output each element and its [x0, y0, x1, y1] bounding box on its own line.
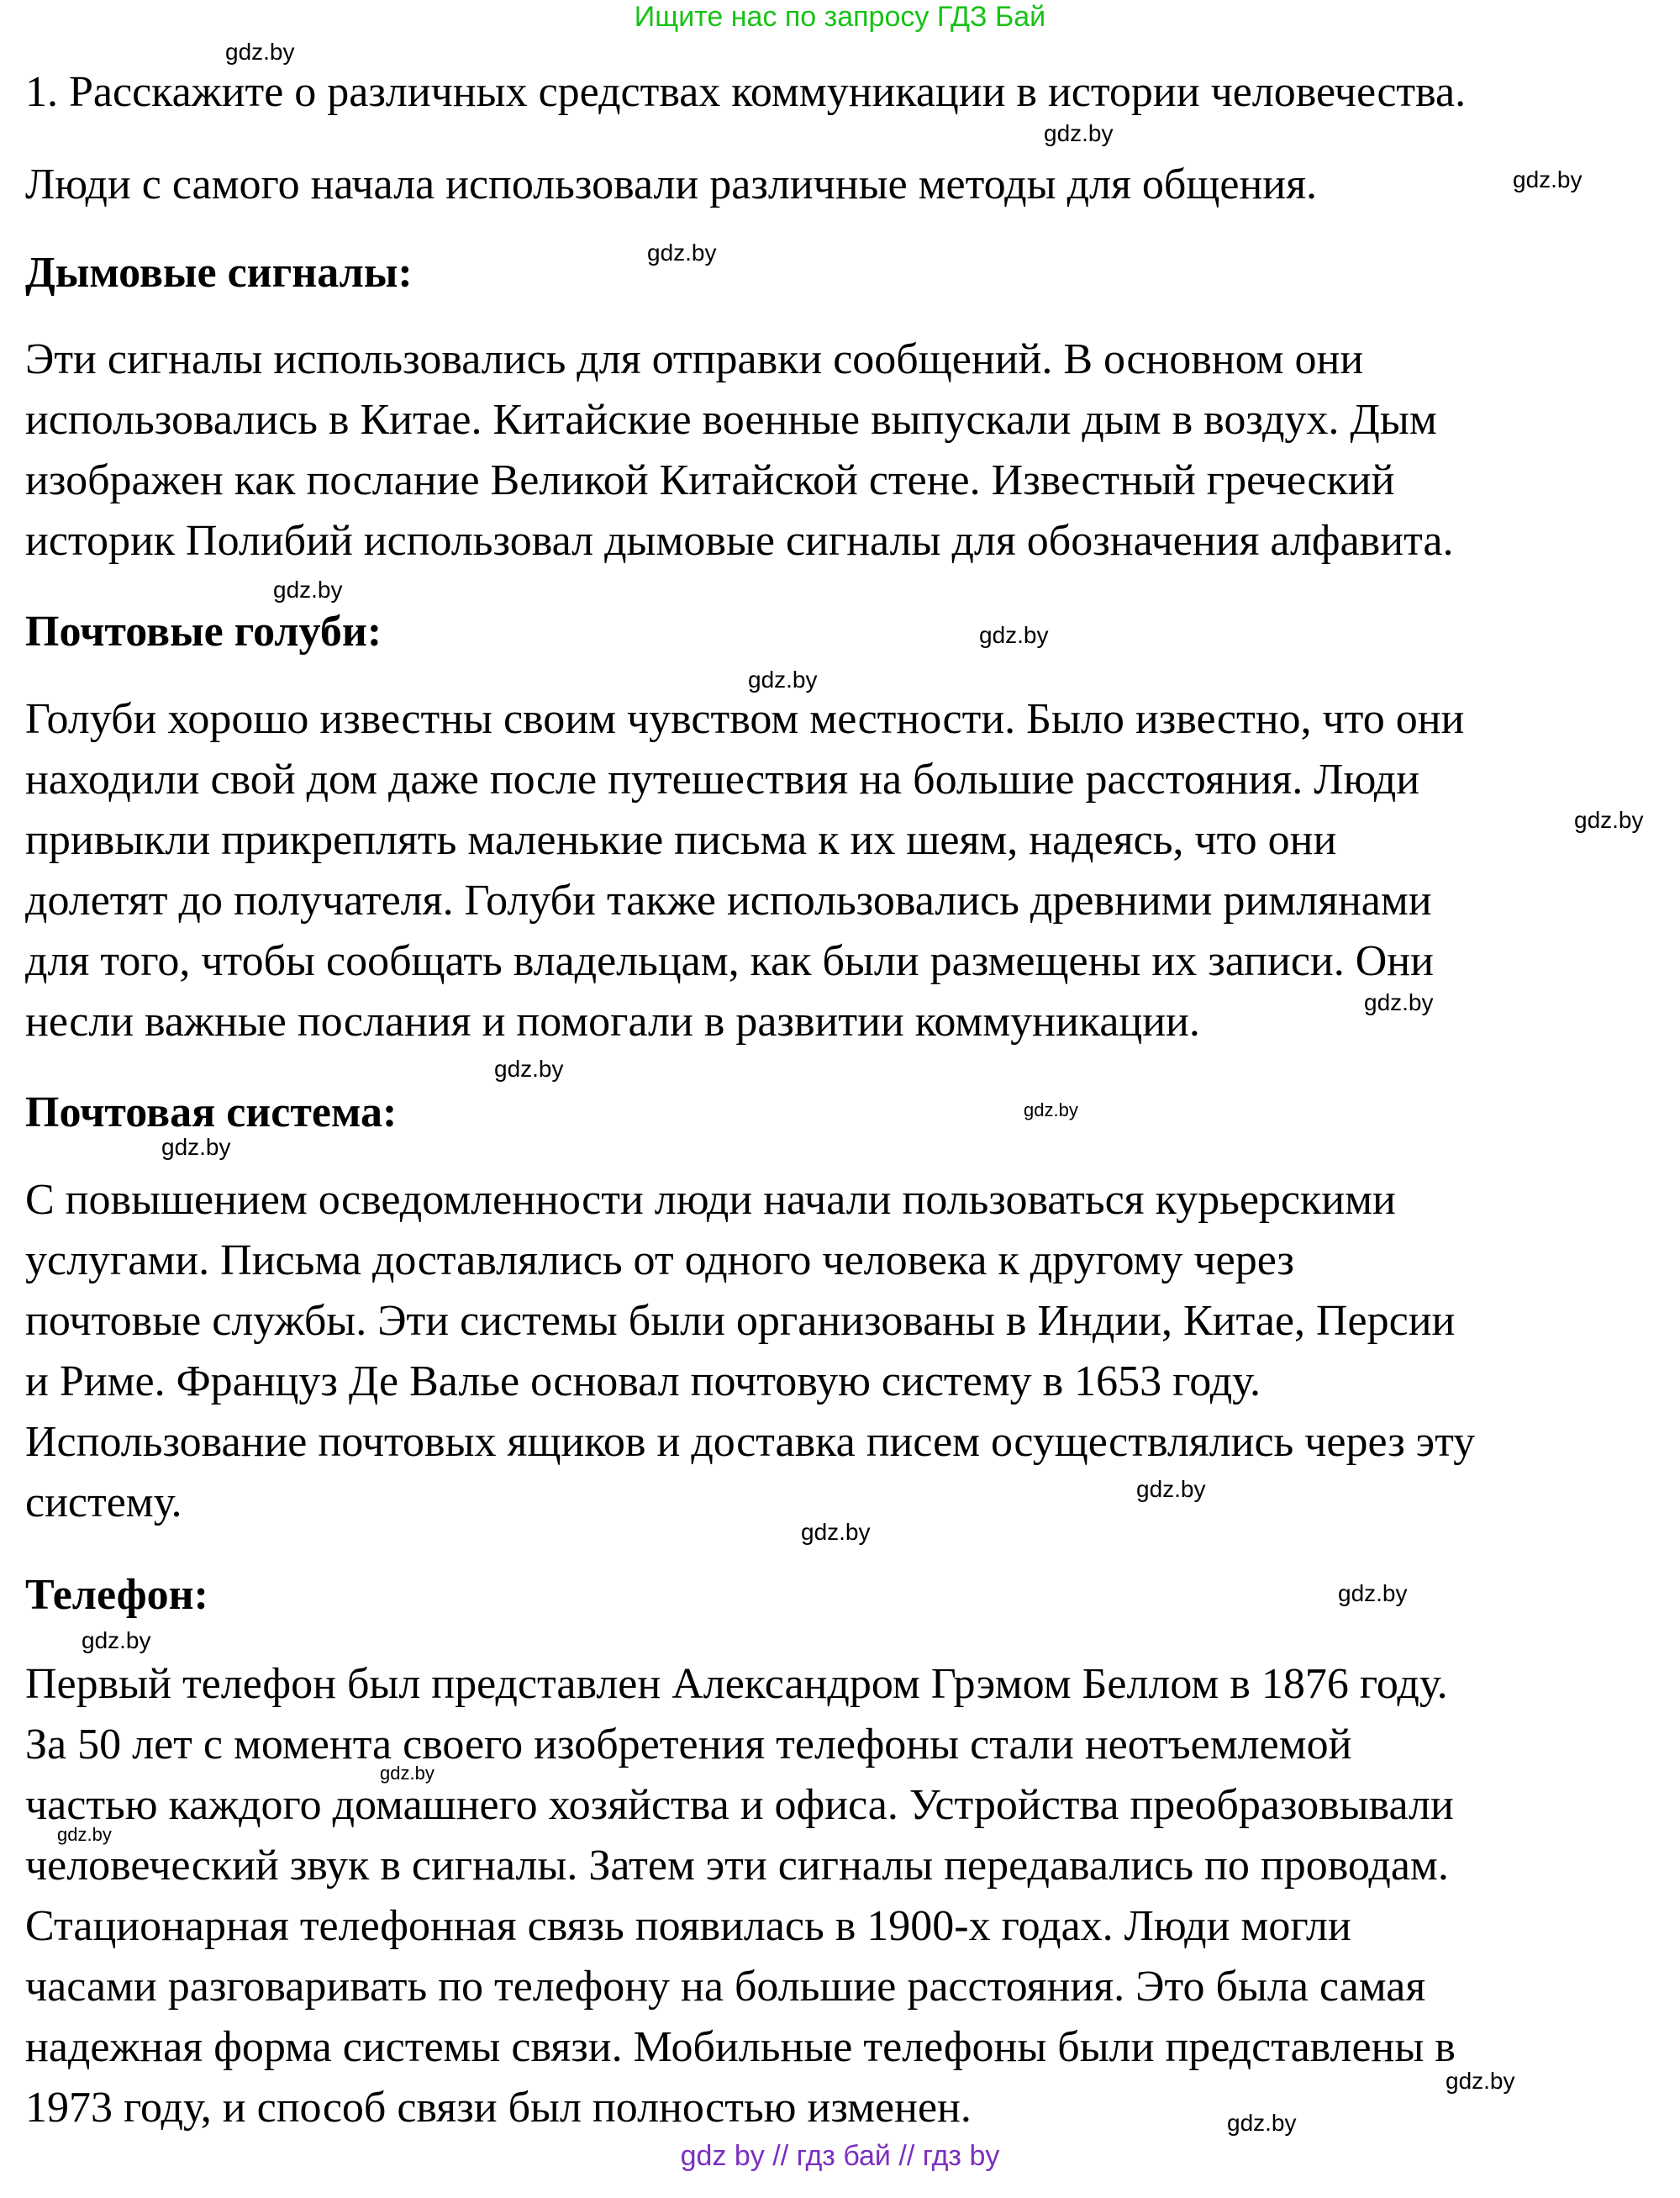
bottom-footer[interactable]: gdz by // гдз бай // гдз by: [680, 2140, 1000, 2172]
paragraph-line: Использование почтовых ящиков и доставка писем осуществлялись через эту: [25, 1418, 1476, 1466]
watermark: gdz.by: [225, 39, 295, 65]
heading-smoke-signals: Дымовые сигналы:: [25, 249, 413, 297]
paragraph-line: и Риме. Француз Де Валье основал почтовую систему в 1653 году.: [25, 1357, 1261, 1405]
watermark: gdz.by: [1364, 989, 1434, 1015]
paragraph-line: услугами. Письма доставлялись от одного человека к другому через: [25, 1236, 1294, 1284]
paragraph-line: надежная форма системы связи. Мобильные телефоны были представлены в: [25, 2023, 1456, 2071]
paragraph-line: изображен как послание Великой Китайской стене. Известный греческий: [25, 456, 1395, 504]
top-banner[interactable]: Ищите нас по запросу ГДЗ Бай: [634, 1, 1046, 33]
watermark: gdz.by: [1338, 1580, 1408, 1606]
intro-text: Люди с самого начала использовали различные методы для общения.: [25, 161, 1318, 208]
paragraph-line: Голуби хорошо известны своим чувством местности. Было известно, что они: [25, 695, 1465, 743]
watermark: gdz.by: [57, 1824, 112, 1845]
paragraph-line: историк Полибий использовал дымовые сигналы для обозначения алфавита.: [25, 517, 1454, 565]
paragraph-line: человеческий звук в сигналы. Затем эти сигналы передавались по проводам.: [25, 1842, 1449, 1890]
paragraph-line: часами разговаривать по телефону на большие расстояния. Это была самая: [25, 1963, 1426, 2011]
watermark: gdz.by: [273, 577, 343, 603]
paragraph-line: находили свой дом даже после путешествия на большие расстояния. Люди: [25, 756, 1420, 804]
watermark: gdz.by: [380, 1763, 434, 1784]
watermark: gdz.by: [979, 622, 1049, 648]
watermark: gdz.by: [1136, 1476, 1206, 1502]
watermark: gdz.by: [1574, 807, 1644, 833]
question-text: 1. Расскажите о различных средствах коммуникации в истории человечества.: [25, 68, 1467, 116]
watermark: gdz.by: [647, 240, 717, 266]
heading-postal-system: Почтовая система:: [25, 1088, 398, 1136]
paragraph-line: Первый телефон был представлен Александром Грэмом Беллом в 1876 году.: [25, 1660, 1448, 1708]
watermark: gdz.by: [1227, 2110, 1297, 2136]
paragraph-line: Эти сигналы использовались для отправки сообщений. В основном они: [25, 335, 1364, 383]
paragraph-line: несли важные послания и помогали в развитии коммуникации.: [25, 998, 1200, 1046]
watermark: gdz.by: [161, 1134, 231, 1160]
watermark: gdz.by: [1513, 166, 1583, 192]
heading-telephone: Телефон:: [25, 1571, 208, 1619]
paragraph-line: систему.: [25, 1479, 182, 1526]
paragraph-line: долетят до получателя. Голуби также использовались древними римлянами: [25, 877, 1432, 925]
paragraph-line: почтовые службы. Эти системы были организованы в Индии, Китае, Персии: [25, 1297, 1456, 1345]
paragraph-line: использовались в Китае. Китайские военные выпускали дым в воздух. Дым: [25, 396, 1437, 444]
watermark: gdz.by: [801, 1519, 871, 1545]
watermark: gdz.by: [1024, 1099, 1078, 1120]
watermark: gdz.by: [82, 1627, 151, 1653]
watermark: gdz.by: [494, 1056, 564, 1082]
watermark: gdz.by: [1044, 120, 1114, 146]
paragraph-line: привыкли прикреплять маленькие письма к их шеям, надеясь, что они: [25, 816, 1337, 864]
paragraph-line: Стационарная телефонная связь появилась в 1900-х годах. Люди могли: [25, 1902, 1351, 1950]
heading-carrier-pigeons: Почтовые голуби:: [25, 608, 382, 656]
watermark: gdz.by: [1446, 2068, 1515, 2094]
paragraph-line: 1973 году, и способ связи был полностью изменен.: [25, 2084, 972, 2132]
watermark: gdz.by: [748, 667, 818, 693]
paragraph-line: За 50 лет с момента своего изобретения телефоны стали неотъемлемой: [25, 1721, 1352, 1768]
paragraph-line: для того, чтобы сообщать владельцам, как были размещены их записи. Они: [25, 937, 1434, 985]
paragraph-line: С повышением осведомленности люди начали пользоваться курьерскими: [25, 1176, 1396, 1224]
paragraph-line: частью каждого домашнего хозяйства и офиса. Устройства преобразовывали: [25, 1781, 1454, 1829]
